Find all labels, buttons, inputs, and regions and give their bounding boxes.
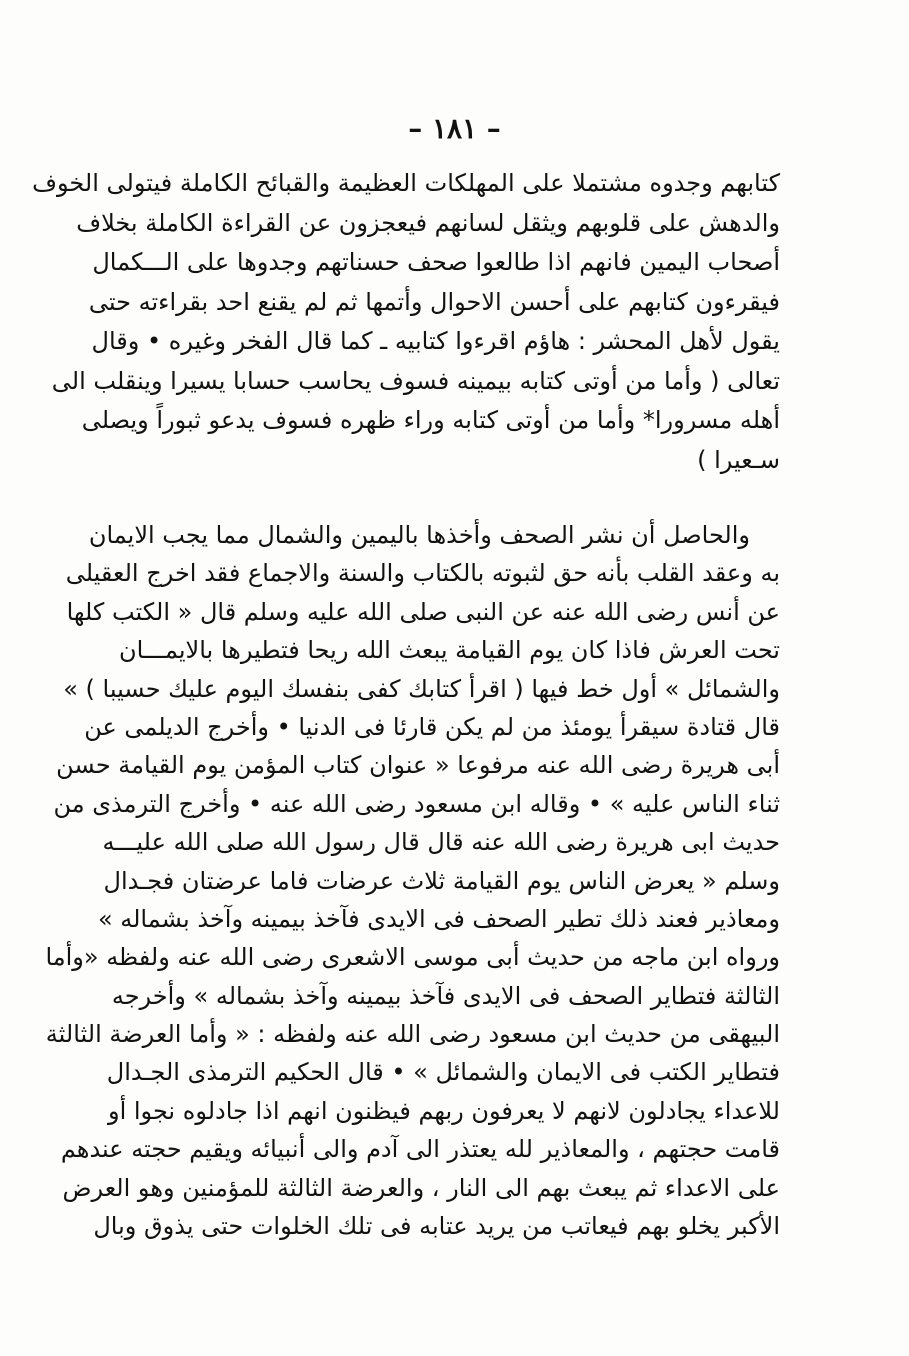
text-line: وسلم « يعرض الناس يوم القيامة ثلاث عرضات فاما عرضتان فجـدال [103,866,780,895]
text-line: أصحاب اليمين فانهم اذا طالعوا صحف حسناتهم وجدوها على الـــكمال [92,248,780,276]
text-line: أهله مسرورا* وأما من أوتى كتابه وراء ظهره فسوف يدعو ثبوراً ويصلى [81,406,780,434]
text-line: والدهش على قلوبهم ويثقل لسانهم فيعجزون عن القراءة الكاملة بخلاف [76,208,780,237]
text-line: والشمائل » أول خط فيها ( اقرأ كتابك كفى بنفسك اليوم عليك حسيبا ) » [63,674,780,703]
paragraph-2 [45,516,780,1245]
text-line: كتابهم وجدوه مشتملا على المهلكات العظيمة والقبائح الكاملة فيتولى الخوف [32,169,780,197]
text-line: تحت العرش فاذا كان يوم القيامة يبعث الله ريحا فتطيرها بالايمـــان [118,636,780,665]
text-line: على الاعداء ثم يبعث بهم الى النار ، والعرضة الثالثة للمؤمنين وهو العرض [62,1173,780,1202]
text-line: قال قتادة سيقرأ يومئذ من لم يكن قارئا فى الدنيا • وأخرج الديلمى عن [84,712,780,741]
text-line: سـعيرا ) [697,445,780,474]
text-line: فتطاير الكتب فى الايمان والشمائل » • قال الحكيم الترمذى الجـدال [106,1058,780,1087]
text-line: ومعاذير فعند ذلك تطير الصحف فى الايدى فآخذ بيمينه وآخذ بشماله » [97,904,780,933]
text-line: تعالى ( وأما من أوتى كتابه بيمينه فسوف يحاسب حسابا يسيرا وينقلب الى [51,366,780,395]
text-line: فيقرءون كتابهم على أحسن الاحوال وأتمها ثم لم يقنع احد بقراءته حتى [88,287,780,316]
text-line: البيهقى من حديث ابن مسعود رضى الله عنه ولفظه : « وأما العرضة الثالثة [45,1020,780,1049]
page-number: – ١٨١ – [408,112,501,145]
text-line: حديث ابى هريرة رضى الله عنه قال قال رسول الله صلى الله عليـــه [102,828,780,857]
text-line: أبى هريرة رضى الله عنه مرفوعا « عنوان كتاب المؤمن يوم القيامة حسن [56,751,780,780]
text-line: الثالثة فتطاير الصحف فى الايدى فآخذ بيمينه وآخذ بشماله » وأخرجه [111,981,780,1010]
text-line: للاعداء يجادلون لانهم لا يعرفون ربهم فيظنون انهم اذا جادلوه نجوا أو [107,1096,780,1125]
text-line: به وعقد القلب بأنه حق لثبوته بالكتاب والسنة والاجماع فقد اخرج العقيلى [65,559,780,588]
text-line: قامت حجتهم ، والمعاذير لله يعتذر الى آدم والى أنبيائه ويقيم حجته عندهم [60,1135,780,1164]
text-line: والحاصل أن نشر الصحف وأخذها باليمين والشمال مما يجب الايمان [88,521,750,549]
text-line: الأكبر يخلو بهم فيعاتب من يريد عتابه فى تلك الخلوات حتى يذوق وبال [93,1212,780,1241]
text-line: عن أنس رضى الله عنه عن النبى صلى الله عليه وسلم قال « الكتب كلها [66,597,780,626]
text-line: ورواه ابن ماجه من حديث أبى موسى الاشعرى رضى الله عنه ولفظه «وأما [45,943,780,972]
paragraph-1 [32,164,780,480]
text-line: يقول لأهل المحشر : هاؤم اقرءوا كتابيه ـ كما قال الفخر وغيره • وقال [91,327,780,355]
text-line: ثناء الناس عليه » • وقاله ابن مسعود رضى الله عنه • وأخرج الترمذى من [53,789,780,818]
